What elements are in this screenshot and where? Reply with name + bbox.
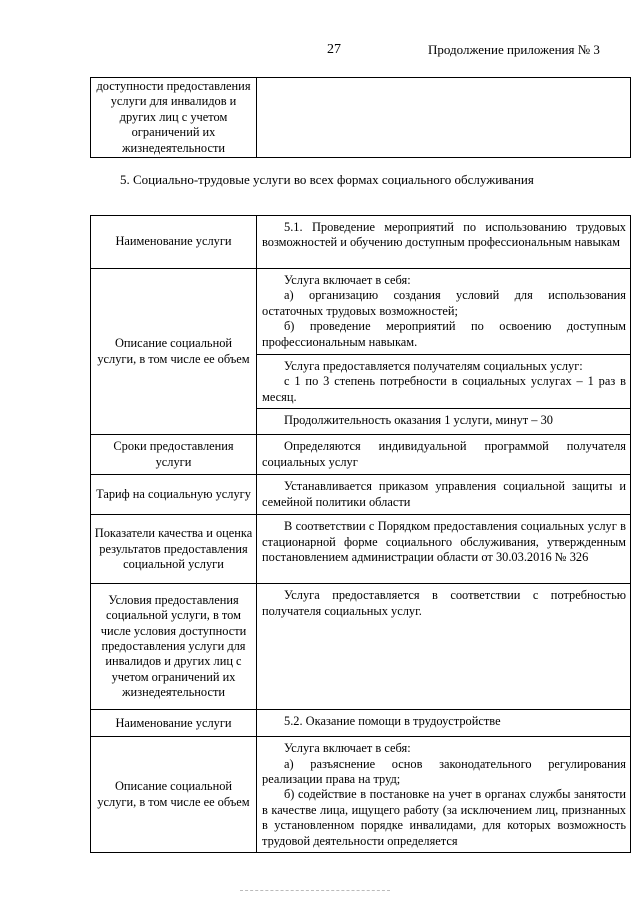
recipients-line-2: с 1 по 3 степень потребности в социальных услугах – 1 раз в месяц. [262, 374, 626, 404]
appendix-continuation: Продолжение приложения № 3 [428, 42, 600, 57]
description-item-a: а) организацию создания условий для использования остаточных трудовых возможностей; [262, 288, 626, 318]
service-2-description-item-b: б) содействие в постановке на учет в органах службы занятости в качестве лица, ищущего работу (за исключением лиц, признанных в установленном порядке инвалидами, для которых возможность трудовой деятельности определяется [262, 787, 626, 848]
quality-value [257, 515, 631, 584]
services-table [90, 215, 631, 853]
quality-label: Показатели качества и оценка результатов предоставления социальной услуги [91, 515, 257, 584]
terms-text: Определяются индивидуальной программой получателя социальных услуг [262, 439, 626, 469]
description-label: Описание социальной услуги, в том числе ее объем [91, 269, 257, 435]
terms-label: Сроки предоставления услуги [91, 435, 257, 475]
description-recipients [257, 355, 631, 409]
table-row [91, 584, 631, 710]
conditions-value [257, 584, 631, 710]
service-name-text: 5.1. Проведение мероприятий по использованию трудовых возможностей и обучению доступным профессиональным навыкам [262, 220, 626, 250]
description-item-b: б) проведение мероприятий по освоению доступным профессиональным навыкам. [262, 319, 626, 349]
quality-text: В соответствии с Порядком предоставления социальных услуг в стационарной форме социального обслуживания, утвержденным постановлением администрации области от 30.03.2016 № 326 [262, 519, 626, 565]
table-row [91, 515, 631, 584]
service-2-description [257, 737, 631, 853]
description-includes [257, 269, 631, 355]
section-title: 5. Социально-трудовые услуги во всех формах социального обслуживания [120, 172, 534, 187]
tariff-text: Устанавливается приказом управления социальной защиты и семейной политики области [262, 479, 626, 509]
tariff-value [257, 475, 631, 515]
tariff-label: Тариф на социальную услугу [91, 475, 257, 515]
table-row [91, 269, 631, 355]
duration-text: Продолжительность оказания 1 услуги, минут – 30 [284, 413, 553, 428]
recipients-line-1: Услуга предоставляется получателям социальных услуг: [284, 359, 583, 373]
top-table-left-cell: доступности предоставления услуги для инвалидов и других лиц с учетом ограничений их жизнедеятельности [91, 78, 257, 158]
conditions-label: Условия предоставления социальной услуги, в том числе условия доступности предоставления услуги для инвалидов и других лиц с учетом ограничений их жизнедеятельности [91, 584, 257, 710]
page-number: 27 [327, 42, 341, 57]
table-row [91, 710, 631, 737]
table-row [91, 475, 631, 515]
table-row [91, 737, 631, 853]
service-2-description-label: Описание социальной услуги, в том числе ее объем [91, 737, 257, 853]
terms-value [257, 435, 631, 475]
scan-artifact-line [240, 890, 390, 891]
service-name-value [257, 216, 631, 269]
table-row [91, 216, 631, 269]
conditions-text: Услуга предоставляется в соответствии с потребностью получателя социальных услуг. [262, 588, 626, 618]
service-2-description-intro: Услуга включает в себя: [284, 741, 411, 756]
top-table-right-cell [257, 78, 631, 158]
service-2-name-text: 5.2. Оказание помощи в трудоустройстве [284, 714, 501, 729]
service-2-name-label: Наименование услуги [91, 710, 257, 737]
description-intro: Услуга включает в себя: [284, 273, 411, 287]
service-2-description-item-a: а) разъяснение основ законодательного регулирования реализации права на труд; [262, 756, 626, 787]
service-2-name-value [257, 710, 631, 737]
top-table [90, 77, 631, 158]
service-name-label: Наименование услуги [91, 216, 257, 269]
description-duration [257, 409, 631, 435]
table-row [91, 435, 631, 475]
